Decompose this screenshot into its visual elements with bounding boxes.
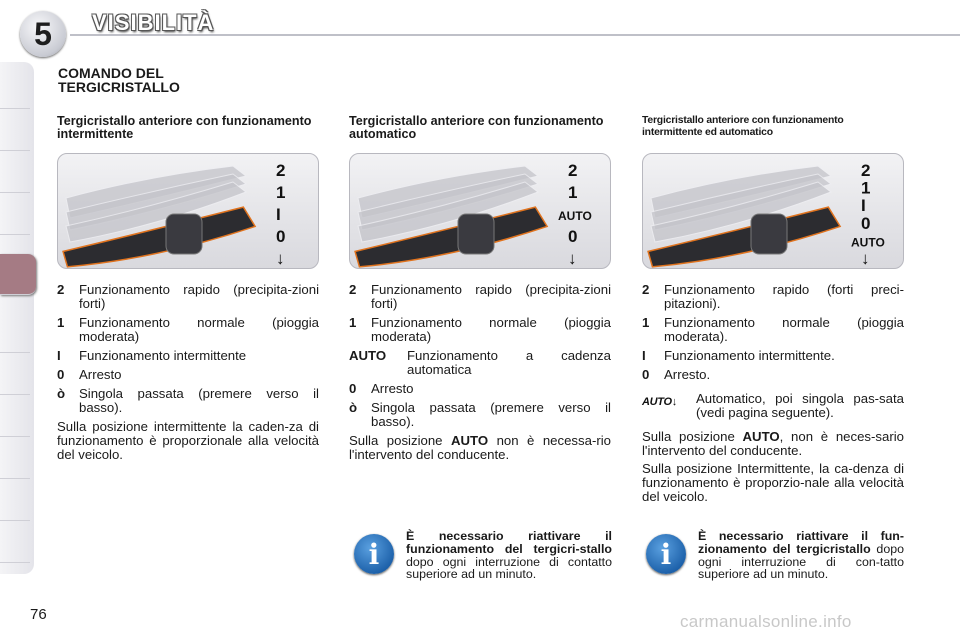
- auto-symbol-icon: AUTO↓: [642, 396, 677, 408]
- stalk-knob: [458, 214, 494, 254]
- chapter-tab[interactable]: [0, 110, 30, 151]
- list-item: 0 Arresto: [349, 381, 414, 396]
- list-item: 1 Funzionamento normale (pioggia moderata): [57, 315, 319, 344]
- wiper-stalk-photo: [349, 153, 611, 269]
- column-intermittent-automatic: [642, 115, 904, 508]
- stalk-position-label: 0: [276, 227, 286, 246]
- chapter-tab[interactable]: [0, 438, 30, 479]
- chapter-tab[interactable]: [0, 194, 30, 235]
- stalk-position-label: ↓: [568, 249, 577, 268]
- chapter-tab[interactable]: [0, 480, 30, 521]
- stalk-position-label: AUTO: [851, 235, 885, 250]
- wiper-stalk-photo: [57, 153, 319, 269]
- column-heading: Tergicristallo anteriore con funzionamento automatico: [349, 114, 604, 141]
- chapter-tab-active[interactable]: [0, 254, 36, 295]
- stalk-position-label: 2: [568, 161, 578, 180]
- paragraph: Sulla posizione intermittente la caden-za di funzionamento è proporzionale alla velocità del veicolo.: [57, 419, 319, 462]
- list-item: ò Singola passata (premere verso il basso).: [349, 400, 611, 429]
- stalk-position-label: 2: [276, 161, 286, 180]
- stalk-position-label: I: [276, 205, 281, 224]
- list-item: AUTO Funzionamento a cadenza automatica: [349, 348, 611, 377]
- stalk-position-label: ↓: [276, 249, 285, 268]
- column-intermittent: [57, 115, 319, 466]
- stalk-position-label: 0: [568, 227, 578, 246]
- list-item: I Funzionamento intermittente: [57, 348, 247, 363]
- chapter-tab-strip: [0, 62, 34, 574]
- paragraph: Sulla posizione AUTO, non è neces-sario l'intervento del conducente.: [642, 429, 904, 458]
- chapter-tab[interactable]: [0, 522, 30, 563]
- stalk-position-label: 0: [861, 213, 871, 233]
- page-number: 76: [30, 606, 47, 623]
- info-note: [642, 530, 904, 581]
- stalk-position-label: 1: [568, 183, 578, 202]
- stalk-position-label: 1: [276, 183, 286, 202]
- chapter-title: VISIBILITÀ: [92, 10, 215, 35]
- stalk-knob: [751, 214, 787, 254]
- watermark: carmanualsonline.info: [680, 612, 852, 631]
- list-item: 1 Funzionamento normale (pioggia moderata).: [642, 315, 904, 344]
- info-icon: i: [354, 534, 394, 574]
- note-text: È necessario riattivare il fun-zionamento del tergicristallo dopo ogni interruzione di con-tatto superiore ad un minuto.: [698, 529, 904, 582]
- paragraph: Sulla posizione Intermittente, la ca-denza di funzionamento è proporzio-nale alla velocità del veicolo.: [642, 461, 904, 504]
- paragraph: Sulla posizione AUTO non è necessa-rio l'intervento del conducente.: [349, 433, 612, 462]
- stalk-position-label: AUTO: [558, 209, 592, 223]
- column-heading: Tergicristallo anteriore con funzionamento intermittente ed automatico: [642, 115, 844, 138]
- chapter-tab[interactable]: [0, 396, 30, 437]
- list-item: 1 Funzionamento normale (pioggia moderata): [349, 315, 611, 344]
- stalk-knob: [166, 214, 202, 254]
- list-item: I Funzionamento intermittente.: [642, 348, 835, 363]
- list-item: ò Singola passata (premere verso il basso).: [57, 386, 319, 415]
- column-automatic: [349, 115, 611, 466]
- info-icon: i: [646, 534, 686, 574]
- chapter-number-badge: 5: [20, 11, 66, 57]
- auto-item: AUTO↓ Automatico, poi singola pas-sata (vedi pagina seguente).: [642, 391, 904, 420]
- list-item: 0 Arresto.: [642, 367, 711, 382]
- section-title: COMANDO DEL TERGICRISTALLO: [58, 65, 180, 95]
- stalk-position-label: 1: [861, 178, 871, 198]
- chapter-tab[interactable]: [0, 152, 30, 193]
- wiper-stalk-photo: [642, 153, 904, 269]
- chapter-tab[interactable]: [0, 68, 30, 109]
- stalk-position-label: ↓: [861, 249, 870, 268]
- column-heading: Tergicristallo anteriore con funzionamento intermittente: [57, 114, 312, 141]
- info-note: [350, 530, 612, 581]
- list-item: 2 Funzionamento rapido (precipita-zioni forti): [349, 282, 611, 311]
- note-text: È necessario riattivare il funzionamento del tergicri-stallo dopo ogni interruzione di contatto superiore ad un minuto.: [406, 529, 612, 582]
- stalk-position-label: 2: [861, 161, 871, 180]
- list-item: 0 Arresto: [57, 367, 122, 382]
- stalk-position-label: I: [861, 196, 866, 216]
- list-item: 2 Funzionamento rapido (precipita-zioni forti): [57, 282, 319, 311]
- list-item: 2 Funzionamento rapido (forti preci-pitazioni).: [642, 282, 904, 311]
- chapter-tab[interactable]: [0, 354, 30, 395]
- chapter-tab[interactable]: [0, 312, 30, 353]
